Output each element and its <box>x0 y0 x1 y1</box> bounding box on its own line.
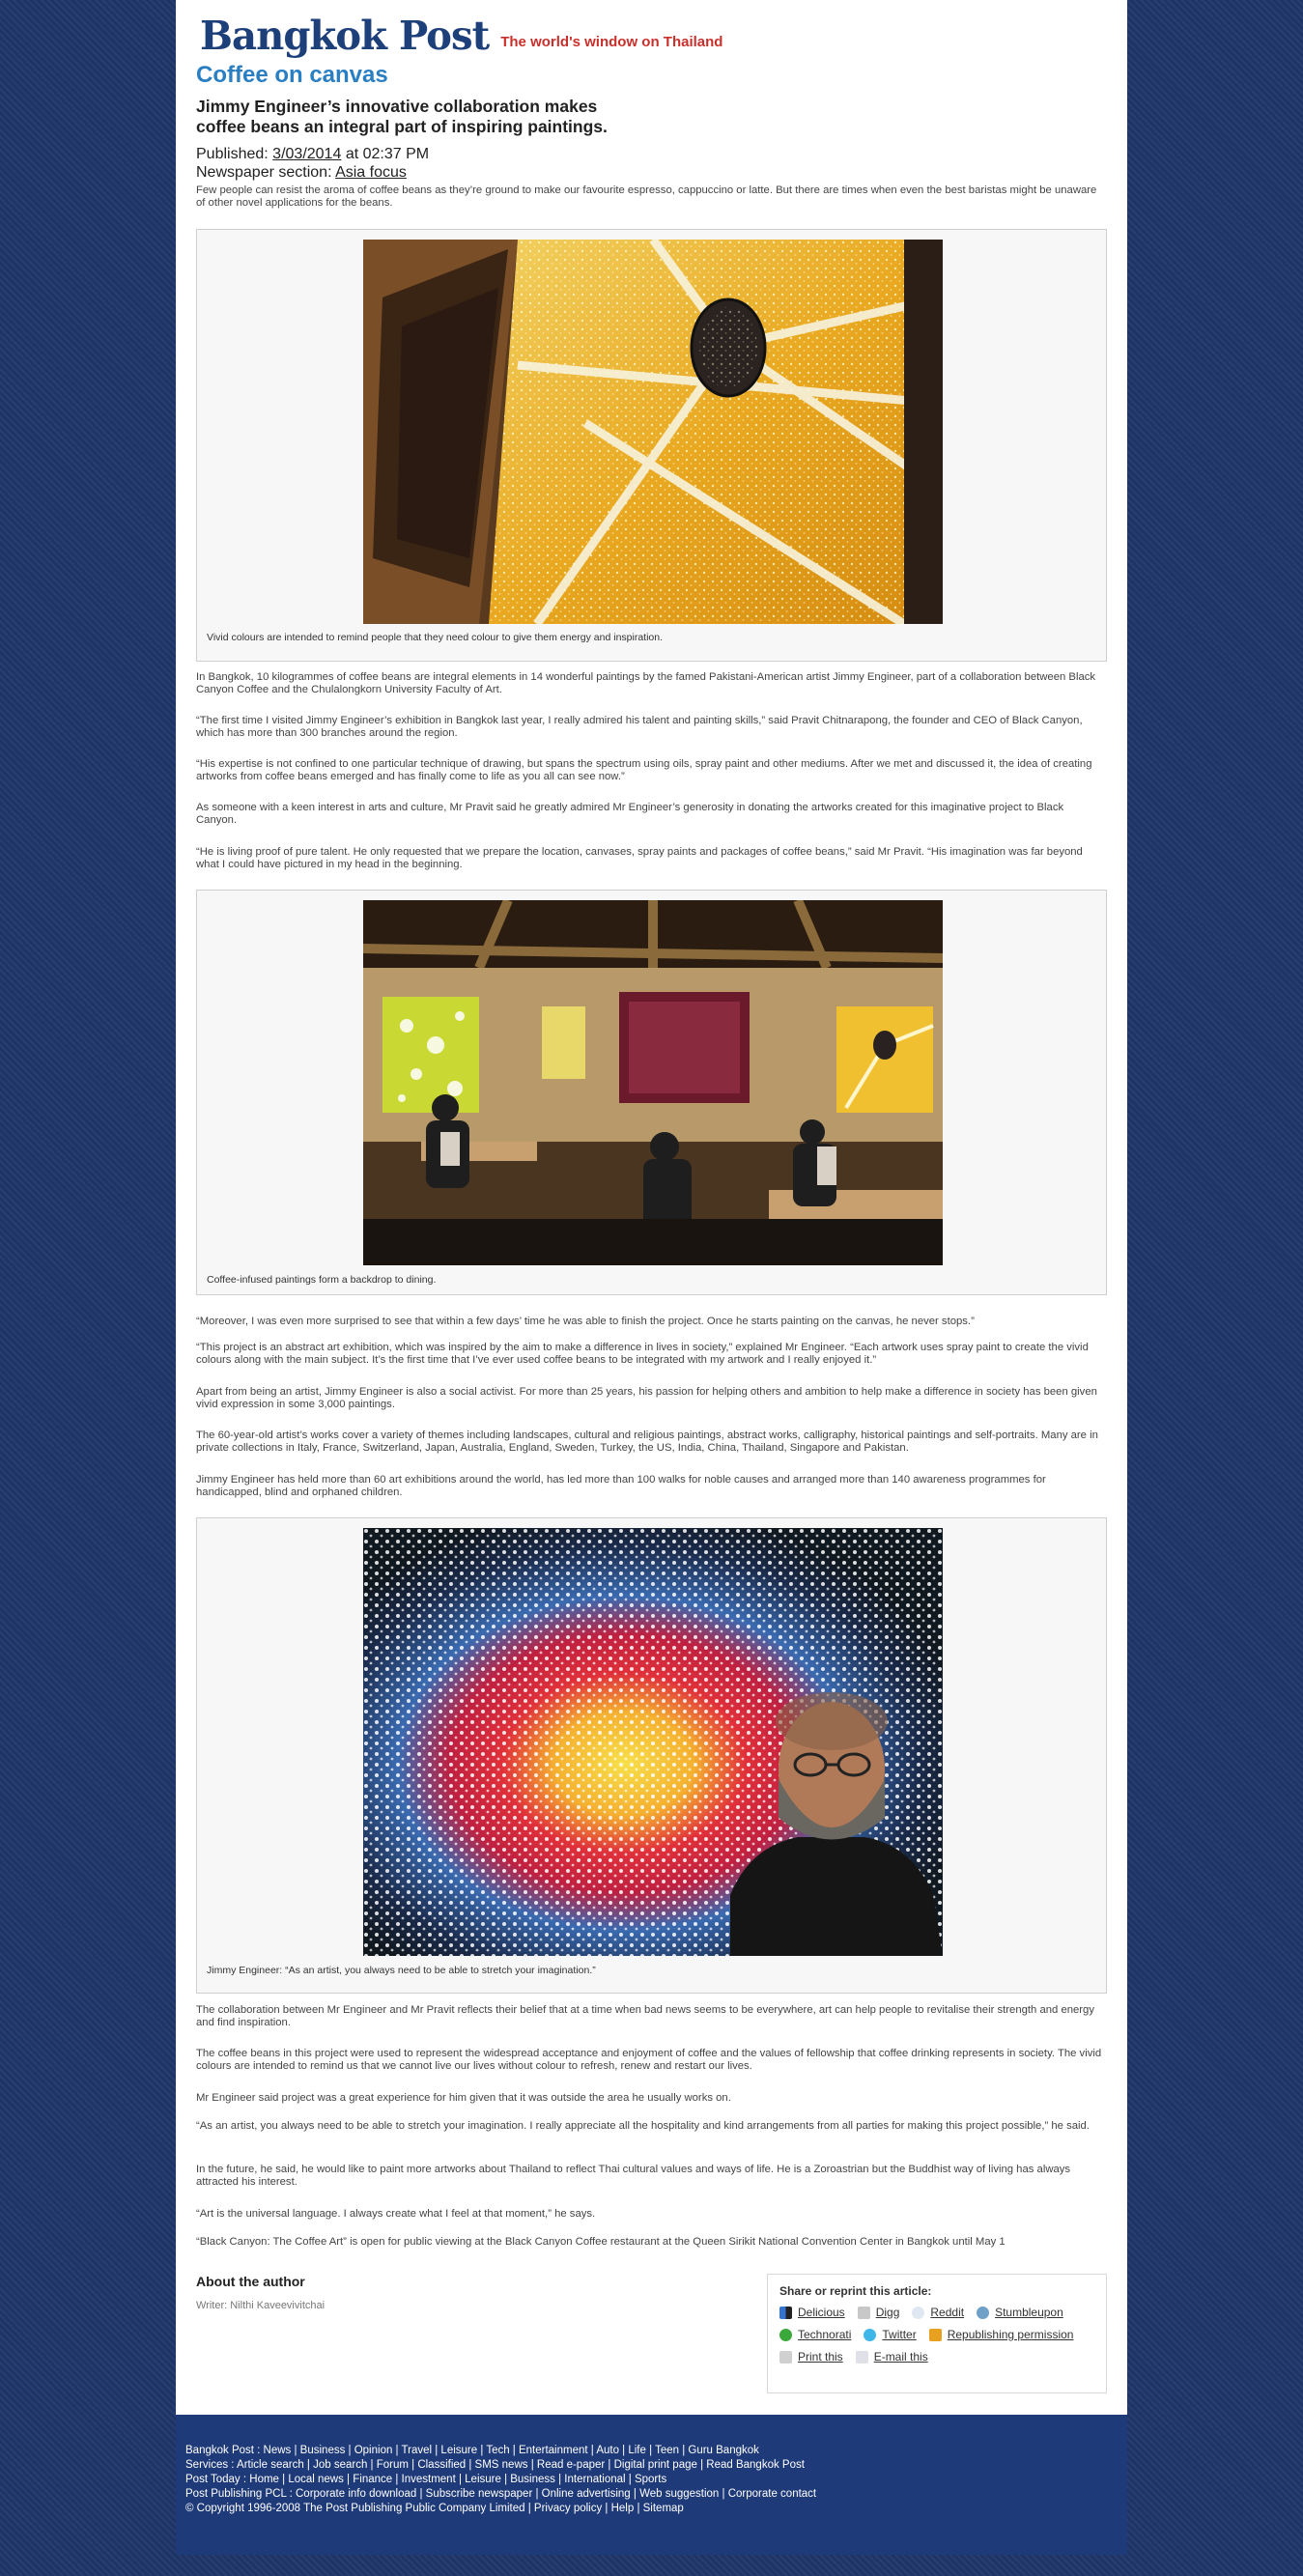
figure-2-caption: Coffee-infused paintings form a backdrop to dining. <box>207 1274 437 1286</box>
paragraph-11: The collaboration between Mr Engineer and Mr Pravit reflects their belief that at a time when bad news seems to be everywhere, art can help people to revitalise their strength and energy and find inspiration. <box>196 2004 1094 2029</box>
pencil-icon <box>929 2329 942 2341</box>
digg-icon <box>858 2307 870 2319</box>
footer-line-services[interactable]: Services : Article search | Job search | Forum | Classified | SMS news | Read e-paper | Digital print page | Read Bangkok Post <box>185 2459 805 2471</box>
email-this-label: E-mail this <box>873 2350 928 2364</box>
published-time: at 02:37 PM <box>345 146 430 162</box>
share-twitter-label: Twitter <box>882 2328 917 2341</box>
coffee-painting-photo <box>363 240 943 624</box>
section-link[interactable]: Asia focus <box>335 164 407 181</box>
share-republishing-label: Republishing permission <box>947 2328 1074 2341</box>
figure-1-caption: Vivid colours are intended to remind people that they need colour to give them energy and inspiration. <box>207 632 664 643</box>
share-row-1 <box>779 2306 1094 2319</box>
paragraph-2: “The first time I visited Jimmy Engineer’s exhibition in Bangkok last year, I really admired his talent and painting skills,” said Pravit Chitnarapong, the founder and CEO of Black Canyon, which has more than 300 branches around the region. <box>196 715 1083 740</box>
paragraph-3: “His expertise is not confined to one particular technique of drawing, but spans the spectrum using oils, spray paint and other mediums. After we met and discussed it, the idea of creating artworks from coffee beans emerged and has finally come to life as you all can see now.” <box>196 758 1092 783</box>
figure-3-caption: Jimmy Engineer: “As an artist, you always need to be able to stretch your imagination.” <box>207 1965 596 1976</box>
share-twitter[interactable] <box>864 2328 916 2341</box>
paragraph-17: “Black Canyon: The Coffee Art” is open for public viewing at the Black Canyon Coffee restaurant at the Queen Sirikit National Convention Center in Bangkok until May 1 <box>196 2236 1006 2248</box>
paragraph-13: Mr Engineer said project was a great experience for him given that it was outside the area he usually works on. <box>196 2092 731 2104</box>
share-delicious-label: Delicious <box>798 2306 845 2319</box>
reddit-icon <box>912 2307 924 2319</box>
site-footer <box>176 2415 1127 2555</box>
bangkok-post-logo[interactable]: Bangkok Post <box>200 13 490 59</box>
figure-3 <box>196 1517 1107 1994</box>
cafe-dining-photo <box>363 900 943 1265</box>
share-stumbleupon[interactable] <box>977 2306 1063 2319</box>
share-title: Share or reprint this article: <box>779 2284 932 2298</box>
published-line <box>196 145 429 163</box>
share-reddit[interactable] <box>912 2306 964 2319</box>
paragraph-7: “This project is an abstract art exhibition, which was inspired by the aim to make a difference in lives in society,” explained Mr Engineer. “Each artwork uses spray paint to create the vivid colours along with the main subject. It’s the first time that I’ve ever used coffee beans to be integrated with my artwork and I really enjoyed it.” <box>196 1342 1089 1367</box>
share-technorati[interactable] <box>779 2328 851 2341</box>
article-page <box>176 0 1127 2415</box>
about-author-heading: About the author <box>196 2274 305 2289</box>
technorati-icon <box>779 2329 792 2341</box>
paragraph-4: As someone with a keen interest in arts and culture, Mr Pravit said he greatly admired Mr Engineer’s generosity in donating the artworks created for this imaginative project to Black Canyon. <box>196 802 1064 827</box>
printer-icon <box>779 2351 792 2364</box>
article-meta <box>196 145 429 182</box>
share-republishing[interactable] <box>929 2328 1074 2341</box>
artist-portrait-photo <box>363 1528 943 1956</box>
share-digg-label: Digg <box>875 2306 900 2319</box>
paragraph-15: In the future, he said, he would like to paint more artworks about Thailand to reflect Thai cultural values and ways of life. He is a Zoroastrian but the Buddhist way of living has always attracted his interest. <box>196 2164 1071 2189</box>
footer-line-post-publishing[interactable]: Post Publishing PCL : Corporate info download | Subscribe newspaper | Online advertising | Web suggestion | Corporate contact <box>185 2488 817 2500</box>
masthead <box>197 8 723 59</box>
share-reddit-label: Reddit <box>930 2306 965 2319</box>
figure-1 <box>196 229 1107 662</box>
share-row-3 <box>779 2350 1094 2364</box>
tagline: The world's window on Thailand <box>500 34 723 50</box>
stumbleupon-icon <box>977 2307 989 2319</box>
paragraph-1: In Bangkok, 10 kilogrammes of coffee beans are integral elements in 14 wonderful paintings by the famed Pakistani-American artist Jimmy Engineer, part of a collaboration between Black Canyon Coffee and the Chulalongkorn University Faculty of Art. <box>196 671 1096 696</box>
paragraph-9: The 60-year-old artist’s works cover a variety of themes including landscapes, cultural and religious paintings, abstract works, calligraphy, historical paintings and self-portraits. Many are in private collections in Italy, France, Switzerland, Japan, Australia, England, Sweden, Turkey, the US, India, China, Thailand, Singapore and Pakistan. <box>196 1430 1098 1455</box>
paragraph-6: “Moreover, I was even more surprised to see that within a few days’ time he was able to finish the project. Once he starts painting on the canvas, he never stops.” <box>196 1316 975 1327</box>
footer-copyright[interactable]: © Copyright 1996-2008 The Post Publishing Public Company Limited | Privacy policy | Help | Sitemap <box>185 2503 684 2514</box>
article-subtitle: Jimmy Engineer’s innovative collaboration makes coffee beans an integral part of inspiring paintings. <box>196 97 608 136</box>
article-intro: Few people can resist the aroma of coffee beans as they’re ground to make our favourite espresso, cappuccino or latte. But there are times when even the best baristas might be unaware of other novel applications for the beans. <box>196 184 1097 210</box>
footer-line-bangkok-post[interactable]: Bangkok Post : News | Business | Opinion | Travel | Leisure | Tech | Entertainment | Auto | Life | Teen | Guru Bangkok <box>185 2445 759 2456</box>
paragraph-8: Apart from being an artist, Jimmy Engineer is also a social activist. For more than 25 years, his passion for helping others and ambition to help make a difference in society has been given vivid expression in some 3,000 paintings. <box>196 1386 1097 1411</box>
figure-2 <box>196 890 1107 1295</box>
delicious-icon <box>779 2307 792 2319</box>
author-writer: Writer: Nilthi Kaveevivitchai <box>196 2300 326 2311</box>
section-line <box>196 163 429 182</box>
paragraph-5: “He is living proof of pure talent. He only requested that we prepare the location, canvases, spray paints and packages of coffee beans,” said Mr Pravit. “His imagination was far beyond what I could have pictured in my head in the beginning. <box>196 846 1083 871</box>
share-delicious[interactable] <box>779 2306 845 2319</box>
footer-line-post-today[interactable]: Post Today : Home | Local news | Finance | Investment | Leisure | Business | International | Sports <box>185 2474 667 2485</box>
section-label: Newspaper section: <box>196 164 332 181</box>
paragraph-10: Jimmy Engineer has held more than 60 art exhibitions around the world, has led more than 100 walks for noble causes and arranged more than 140 awareness programmes for handicapped, blind and orphaned children. <box>196 1474 1046 1499</box>
share-stumbleupon-label: Stumbleupon <box>995 2306 1063 2319</box>
paragraph-12: The coffee beans in this project were used to represent the widespread acceptance and enjoyment of coffee and the values of fellowship that coffee drinking represents in society. The vivid colours are intended to remind us that we cannot live our lives without colour to refresh, renew and restart our lives. <box>196 2048 1102 2073</box>
twitter-icon <box>864 2329 876 2341</box>
print-this[interactable] <box>779 2350 843 2364</box>
paragraph-16: “Art is the universal language. I always create what I feel at that moment,” he says. <box>196 2208 596 2220</box>
paragraph-14: “As an artist, you always need to be able to stretch your imagination. I really appreciate all the hospitality and kind arrangements from all parties for making this project possible,” he said. <box>196 2120 1090 2132</box>
share-box <box>767 2274 1107 2393</box>
share-digg[interactable] <box>858 2306 900 2319</box>
share-row-2 <box>779 2328 1094 2341</box>
published-label: Published: <box>196 146 269 162</box>
email-icon <box>856 2351 868 2364</box>
published-date-link[interactable]: 3/03/2014 <box>272 146 342 162</box>
print-this-label: Print this <box>798 2350 843 2364</box>
email-this[interactable] <box>856 2350 928 2364</box>
share-technorati-label: Technorati <box>798 2328 852 2341</box>
article-title: Coffee on canvas <box>196 62 388 88</box>
